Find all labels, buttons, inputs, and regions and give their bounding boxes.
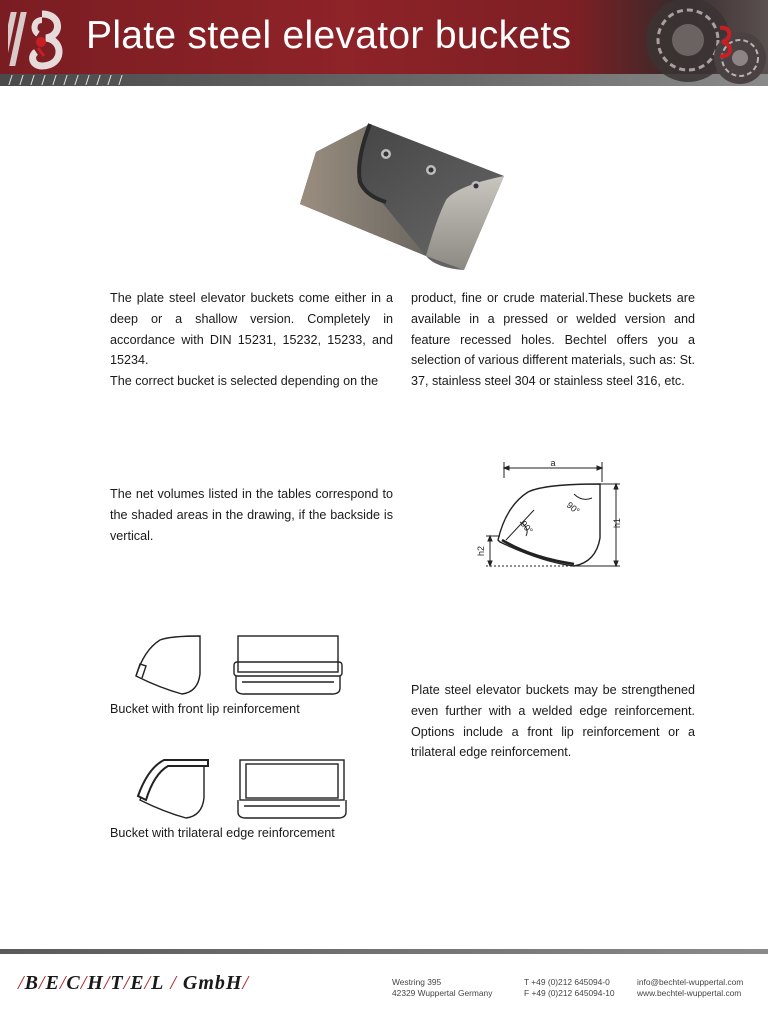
reinforcement-text [411,680,695,763]
footer-phone: T +49 (0)212 645094-0 [524,977,610,987]
footer-phone-block [524,977,615,999]
footer-contact [637,977,743,999]
front-lip-caption: Bucket with front lip reinforcement [110,702,300,716]
elevator-bucket-photo [296,120,510,272]
front-lip-front-drawing [230,632,346,696]
dim-label-h2: h2 [476,545,486,556]
bucket-dimension-drawing [470,458,640,580]
trilateral-caption: Bucket with trilateral edge reinforcement [110,826,335,840]
footer-line [0,949,768,954]
dim-angle-1: 90° [564,499,582,517]
dim-label-a: a [550,458,556,468]
page-header [0,0,768,88]
volumes-paragraph: The net volumes listed in the tables correspond to the shaded areas in the drawing, if the backside is vertical. [110,487,393,543]
trilateral-front-drawing [234,756,350,820]
gear-decoration-icon [628,0,768,86]
intro-left-text [110,288,393,392]
page-title: Plate steel elevator buckets [86,14,572,57]
footer-address [392,977,492,999]
volumes-text [110,484,393,546]
bechtel-logo-icon [8,6,72,70]
company-logo: /B/E/C/H/T/E/L / GmbH/ [18,972,249,994]
header-ticks [10,74,121,86]
footer-fax: F +49 (0)212 645094-10 [524,988,615,998]
intro-paragraph-3: product, fine or crude material.These buckets are available in a pressed or welded version and feature recessed holes. Bechtel offers you a selection of various different materials, such as: St. 37, stainless steel 304 or stainless steel 316, etc. [411,291,695,389]
footer-street: Westring 395 [392,977,442,987]
front-lip-side-drawing [130,632,208,696]
trilateral-side-drawing [134,756,212,820]
intro-paragraph-2: The correct bucket is selected depending on the [110,374,379,389]
footer-city: 42329 Wuppertal Germany [392,988,493,998]
footer-email[interactable]: info@bechtel-wuppertal.com [637,977,744,987]
dim-label-h1: h1 [612,517,622,528]
footer-website[interactable]: www.bechtel-wuppertal.com [637,988,742,998]
reinforcement-paragraph: Plate steel elevator buckets may be strengthened even further with a welded edge reinforcement. Options include a front lip reinforcement or a trilateral edge reinforcement. [411,683,695,760]
intro-paragraph-1: The plate steel elevator buckets come either in a deep or a shallow version. Completely in accordance with DIN 15231, 15232, 15233, and 15234. [110,291,393,368]
intro-right-text [411,288,695,392]
dim-angle-2: 90° [518,518,535,536]
